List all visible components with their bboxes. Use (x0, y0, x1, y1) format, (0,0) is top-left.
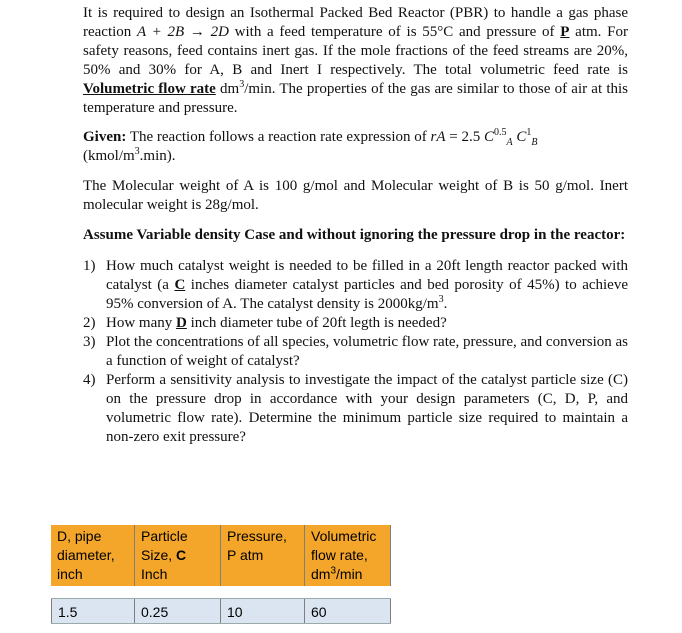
superscript: 3 (330, 565, 337, 577)
problem-document (83, 4, 628, 447)
reaction-equation: A + 2B → 2D (137, 24, 229, 40)
text: How many (106, 315, 176, 331)
header-particle-size (135, 525, 221, 586)
value-flow-rate: 60 (305, 599, 391, 623)
molecular-weights: The Molecular weight of A is 100 g/mol and Molecular weight of B is 50 g/mol. Inert molecular weight is 28g/mol. (83, 178, 628, 213)
rate-symbol: rA (430, 129, 446, 145)
question-number: 4) (83, 372, 96, 388)
text: The reaction follows a reaction rate expression of (126, 129, 431, 145)
header-pressure (221, 525, 305, 586)
question-number: 2) (83, 315, 96, 331)
problem-statement (83, 4, 628, 118)
header-line: Particle (141, 528, 188, 544)
header-line: P atm (227, 547, 264, 563)
parameter-table-row (51, 598, 391, 624)
header-line: /min (336, 566, 363, 582)
text: = 2.5 (445, 129, 485, 145)
assumption-heading: Assume Variable density Case and without ignoring the pressure drop in the reactor: (83, 227, 626, 243)
header-line: D, pipe (57, 528, 102, 544)
text: atm. For safety reasons, feed contains inert gas. If the mole fractions of the feed streams are 20%, 50% and 30% for A, B and Inert I respectively. The total volumetric feed rate is (83, 24, 628, 78)
question-number: 1) (83, 258, 96, 274)
header-line: dm (311, 566, 331, 582)
header-flow-rate (305, 525, 391, 586)
given-rate-expression (83, 128, 628, 166)
particle-size-variable: C (174, 277, 186, 293)
question-number: 3) (83, 334, 96, 350)
superscript: 3 (438, 294, 444, 305)
question-3 (83, 333, 628, 371)
units: .min). (139, 148, 176, 164)
question-4 (83, 371, 628, 447)
parameter-table-header (51, 525, 391, 586)
text: It is required to design an Isothermal Packed Bed Reactor (PBR) to handle a gas phase reaction (83, 5, 628, 40)
question-2 (83, 314, 628, 333)
header-pipe-diameter (51, 525, 135, 586)
flow-rate-variable: Volumetric flow rate (83, 81, 216, 97)
text: inches diameter catalyst particles and bed porosity of 45%) to achieve 95% conversion of A. The catalyst density is 2000kg/m (106, 277, 628, 312)
text: How much catalyst weight is needed to be filled in a 20ft length reactor packed with catalyst (a (106, 258, 628, 293)
exponent-a: 0.5 (494, 127, 507, 138)
exponent-b: 1 (526, 127, 532, 138)
question-list (83, 257, 628, 447)
header-line: Size, (141, 547, 177, 563)
text: /min. The properties of the gas are similar to those of air at this temperature and pressure. (83, 81, 628, 116)
value-particle-size: 0.25 (135, 599, 221, 623)
header-line: Pressure, (227, 528, 287, 544)
subscript-a: A (506, 137, 513, 148)
superscript: 3 (134, 146, 140, 157)
conc-b: C (512, 129, 527, 145)
value-pressure: 10 (221, 599, 305, 623)
text: dm (215, 81, 240, 97)
pressure-variable: P (560, 24, 570, 40)
subscript-b: B (531, 137, 538, 148)
header-line: diameter, (57, 547, 115, 563)
text: Plot the concentrations of all species, volumetric flow rate, pressure, and conversion as a function of weight of catalyst? (106, 334, 628, 369)
question-1 (83, 257, 628, 314)
header-line: flow rate, (311, 547, 368, 563)
text: . (443, 296, 448, 312)
text: inch diameter tube of 20ft legth is needed? (186, 315, 447, 331)
header-line: Inch (141, 566, 168, 582)
text: with a feed temperature of is 55°C and pressure of (228, 24, 561, 40)
header-line: Volumetric (311, 528, 377, 544)
given-label: Given: (83, 129, 127, 145)
superscript: 3 (239, 79, 245, 90)
text: Perform a sensitivity analysis to investigate the impact of the catalyst particle size (C) on the pressure drop in accordance with your design parameters (C, D, P, and volumetric flow rate). Determine the minimum particle size required to maintain a non-zero exit pressure? (106, 372, 628, 445)
value-pipe-diameter: 1.5 (51, 599, 135, 623)
conc-a: C (484, 129, 495, 145)
units: (kmol/m (83, 148, 135, 164)
header-variable: C (176, 547, 187, 563)
header-line: inch (57, 566, 83, 582)
diameter-variable: D (176, 315, 187, 331)
